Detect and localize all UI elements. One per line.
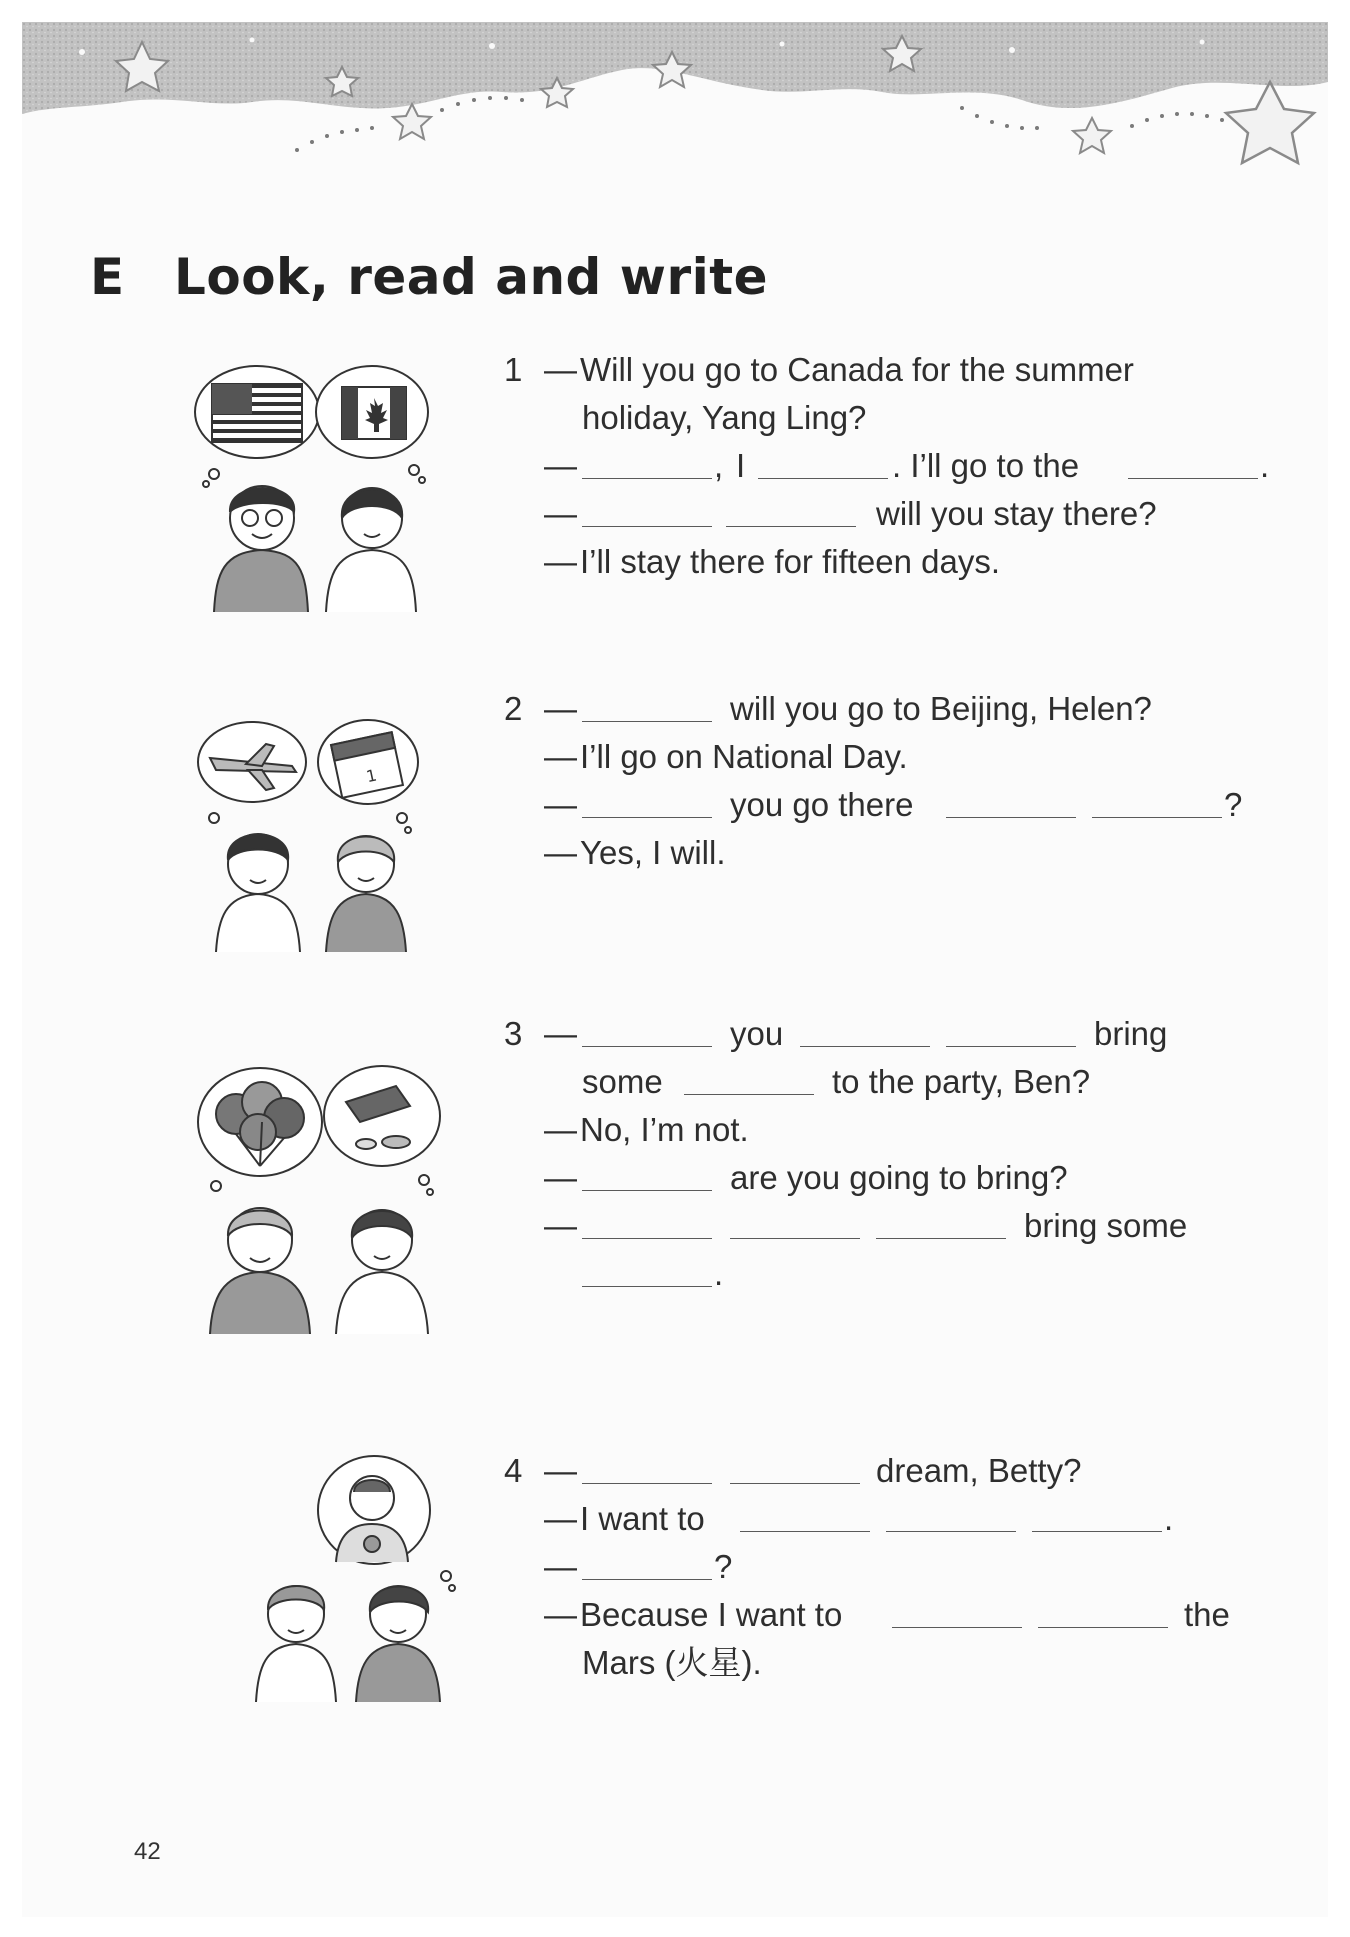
line-text: , — [714, 447, 724, 484]
girl-figure — [326, 836, 406, 952]
dialogue-dash: — — [544, 447, 577, 484]
exercise-number: 4 — [504, 1452, 523, 1489]
answer-blank[interactable] — [582, 1190, 712, 1191]
line-text: . — [1164, 1500, 1174, 1537]
dialogue-dash: — — [544, 1452, 577, 1489]
picture-plane-calendar — [196, 718, 422, 954]
answer-blank[interactable] — [726, 526, 856, 527]
star-icon — [1226, 82, 1314, 163]
line-text: will you go to Beijing, Helen? — [730, 690, 1152, 727]
answer-blank[interactable] — [582, 817, 712, 818]
dialogue-dash: — — [544, 786, 577, 823]
picture-balloons-snacks — [196, 1062, 444, 1336]
answer-blank[interactable] — [892, 1627, 1022, 1628]
answer-blank[interactable] — [886, 1531, 1016, 1532]
line-text: Will you go to Canada for the summer — [580, 351, 1134, 388]
line-text: some — [582, 1063, 663, 1100]
line-text: bring some — [1024, 1207, 1188, 1244]
dialogue-dash: — — [544, 1015, 577, 1052]
calendar-icon — [331, 732, 403, 798]
boy-figure — [256, 1586, 336, 1702]
line-text: Yes, I will. — [580, 834, 726, 871]
dialogue-dash: — — [544, 1207, 577, 1244]
exercise-number: 2 — [504, 690, 523, 727]
answer-blank[interactable] — [740, 1531, 870, 1532]
girl-figure — [356, 1586, 440, 1702]
dialogue-dash: — — [544, 495, 577, 532]
line-text: ? — [1224, 786, 1243, 823]
line-text: you go there — [730, 786, 914, 823]
star-icon — [393, 104, 431, 139]
section-heading: Look, read and write — [174, 248, 769, 306]
dialogue-dash: — — [544, 1159, 577, 1196]
star-icon — [1073, 118, 1111, 153]
answer-blank[interactable] — [730, 1238, 860, 1239]
answer-blank[interactable] — [582, 1579, 712, 1580]
answer-blank[interactable] — [1092, 817, 1222, 818]
answer-blank[interactable] — [582, 721, 712, 722]
line-text: . — [1260, 447, 1270, 484]
line-text: . I’ll go to the — [892, 447, 1080, 484]
dialogue-dash: — — [544, 690, 577, 727]
line-text: I want to — [580, 1500, 705, 1537]
dialogue-dash: — — [544, 738, 577, 775]
line-text: are you going to bring? — [730, 1159, 1068, 1196]
answer-blank[interactable] — [582, 1046, 712, 1047]
line-text: ? — [714, 1548, 733, 1585]
answer-blank[interactable] — [582, 1286, 712, 1287]
picture-astronaut — [250, 1452, 464, 1704]
dialogue-dash: — — [544, 834, 577, 871]
line-text: dream, Betty? — [876, 1452, 1082, 1489]
girl-figure — [336, 1210, 428, 1334]
line-text: Because I want to — [580, 1596, 843, 1633]
exercise-number: 3 — [504, 1015, 523, 1052]
answer-blank[interactable] — [946, 1046, 1076, 1047]
answer-blank[interactable] — [1128, 478, 1258, 479]
answer-blank[interactable] — [684, 1094, 814, 1095]
line-text: holiday, Yang Ling? — [582, 399, 867, 436]
line-text: you — [730, 1015, 784, 1052]
answer-blank[interactable] — [582, 478, 712, 479]
answer-blank[interactable] — [582, 526, 712, 527]
boy-figure — [210, 1208, 310, 1334]
answer-blank[interactable] — [582, 1238, 712, 1239]
line-text: I’ll go on National Day. — [580, 738, 908, 775]
line-text: I — [736, 447, 746, 484]
dialogue-dash: — — [544, 1500, 577, 1537]
svg-text:1: 1 — [364, 765, 379, 787]
picture-flags — [192, 362, 454, 614]
line-text: I’ll stay there for fifteen days. — [580, 543, 1001, 580]
girl-figure — [216, 834, 300, 952]
answer-blank[interactable] — [758, 478, 888, 479]
dialogue-dash: — — [544, 1548, 577, 1585]
answer-blank[interactable] — [1032, 1531, 1162, 1532]
girl-figure — [326, 488, 416, 612]
answer-blank[interactable] — [730, 1483, 860, 1484]
answer-blank[interactable] — [946, 817, 1076, 818]
canada-flag-icon — [342, 387, 406, 439]
usa-flag-icon — [212, 384, 302, 442]
line-text: to the party, Ben? — [832, 1063, 1091, 1100]
section-title — [90, 248, 768, 306]
line-text: Mars (火星). — [582, 1644, 762, 1681]
answer-blank[interactable] — [582, 1483, 712, 1484]
line-text: No, I’m not. — [580, 1111, 749, 1148]
answer-blank[interactable] — [800, 1046, 930, 1047]
exercise-number: 1 — [504, 351, 523, 388]
boy-figure — [214, 486, 308, 612]
dialogue-dash: — — [544, 1596, 577, 1633]
page-number: 42 — [134, 1838, 161, 1865]
line-text: the — [1184, 1596, 1230, 1633]
answer-blank[interactable] — [876, 1238, 1006, 1239]
line-text: will you stay there? — [876, 495, 1157, 532]
dialogue-dash: — — [544, 543, 577, 580]
answer-blank[interactable] — [1038, 1627, 1168, 1628]
line-text: . — [714, 1255, 724, 1292]
dialogue-dash: — — [544, 1111, 577, 1148]
dialogue-dash: — — [544, 351, 577, 388]
star-banner — [22, 22, 1328, 197]
section-letter: E — [90, 248, 125, 306]
line-text: bring — [1094, 1015, 1168, 1052]
